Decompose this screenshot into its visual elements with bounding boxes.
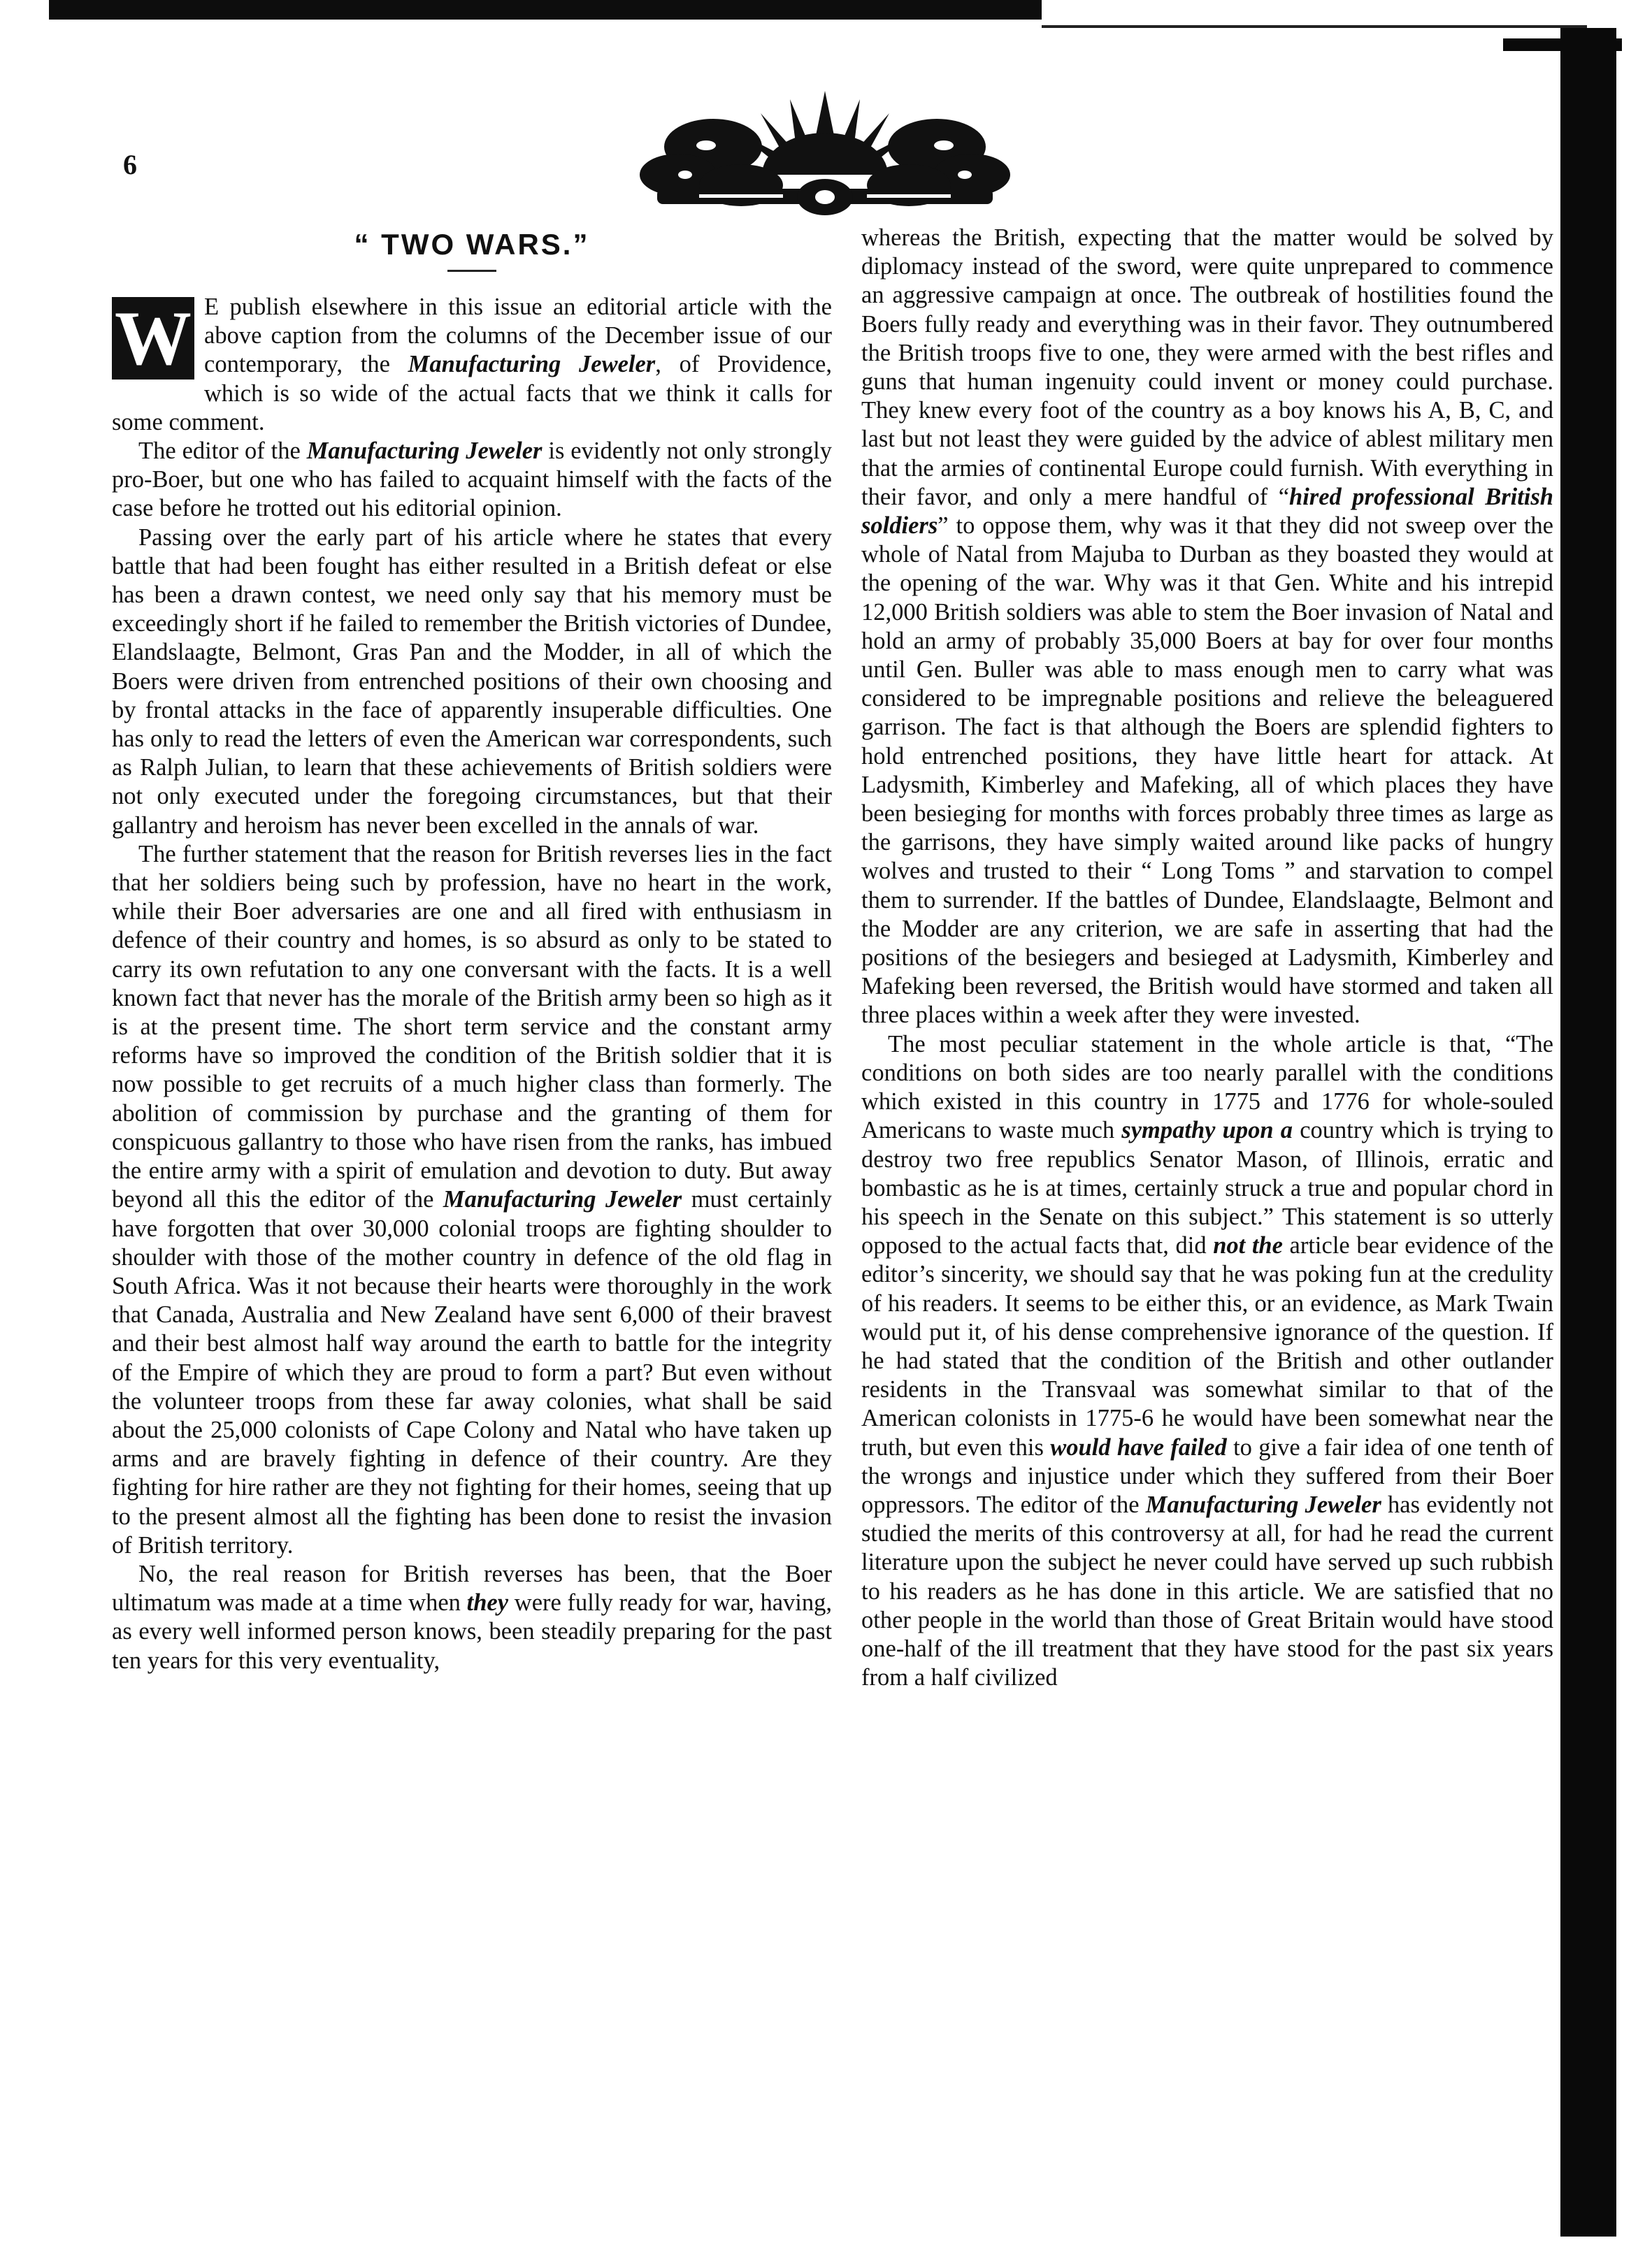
paragraph <box>112 437 832 523</box>
text-run: The further statement that the reason for British reverses lies in the fact that her soldiers being such by profession, have no heart in the work, while their Boer adversaries are one and all fired with enthusiasm in defence of their country and homes, is so absurd as only to be stated to carry its own refutation to any one conversant with the facts. It is a well known fact that never has the morale of the British army been so high as it is at the present time. The short term service and the constant army reforms have so improved the condition of the British soldier that it is now possible to get recruits of a much higher class than formerly. The abolition of commission by purchase and the granting of them for conspicuous gallantry to those who have risen from the ranks, has imbued the entire army with a spirit of emulation and devotion to duty. But away beyond all this the editor of the <box>112 840 832 1213</box>
emphasis: sympathy upon a <box>1121 1117 1293 1144</box>
publication-name: Manufacturing Jeweler <box>1145 1491 1381 1518</box>
text-run: were fully ready for war, having, as every well informed person knows, been steadily preparing for the past ten years for this very eventuality, <box>112 1589 833 1674</box>
paragraph: Passing over the early part of his article where he states that every battle that had been fought has either resulted in a British defeat or else has been a drawn contest, we need only say that his memory must be exceedingly short if he failed to remember the British victories of Dundee, Elandslaagte, Belmont, Gras Pan and the Modder, in all of which the Boers were driven from entrenched positions of their own choosing and by frontal attacks in the face of apparently insuperable difficulties. One has only to read the letters of even the American war correspondents, such as Ralph Julian, to learn that these achievements of British soldiers were not only executed under the foregoing circumstances, but that their gallantry and heroism has never been excelled in the annals of war. <box>112 523 832 839</box>
text-run: E publish elsewhere in this issue an editorial article with the above caption from the columns of the December issue of our contemporary, the <box>204 294 832 378</box>
emphasis: hired professional British soldiers <box>861 483 1553 540</box>
binding-edge <box>1560 28 1616 2237</box>
text-run: No, the real reason for British reverses has been, that the Boer ultimatum was made at a time when <box>112 1560 832 1617</box>
paragraph <box>861 224 1553 1030</box>
text-run: The most peculiar statement in the whole article is that, “The conditions on both sides are too nearly parallel with the conditions which existed in this country in 1775 and 1776 for whole-souled Americans to waste much <box>861 1030 1553 1144</box>
text-run: to give a fair idea of one tenth of the wrongs and injustice under which they suffered from their Boer oppressors. The editor of the <box>861 1433 1554 1518</box>
top-rule-thin <box>1042 25 1587 28</box>
emphasis: would have failed <box>1050 1433 1227 1461</box>
text-run: whereas the British, expecting that the matter would be solved by diplomacy instead of the sword, were quite unprepared to commence an aggressive campaign at once. The outbreak of hostilities found the Boers fully ready and everything was in their favor. They outnumbered the British troops five to one, they were armed with the best rifles and guns that human ingenuity could invent or money could purchase. They knew every foot of the country as a boy knows his A, B, C, and last but not least they were guided by the advice of ablest military men that the armies of continental Europe could furnish. With everything in their favor, and only a mere handful of “ <box>861 224 1553 510</box>
paragraph <box>112 1560 832 1675</box>
emphasis: they <box>466 1589 509 1617</box>
paragraph <box>112 840 832 1560</box>
text-run: , of Providence, which is so wide of the actual facts that we think it calls for some comment. <box>112 351 832 435</box>
text-run: must certainly have forgotten that over 30,000 colonial troops are fighting shoulder to shoulder with those of the mother country in defence of the old flag in South Africa. Was it not because their hearts were thoroughly in the work that Canada, Australia and New Zealand have sent 6,000 of their bravest and their best almost half way around the earth to battle for the integrity of the Empire of which they are proud to form a part? But even without the volunteer troops from these far away colonies, what shall be said about the 25,000 colonists of Cape Colony and Natal who have taken up arms and are bravely fighting in defence of their country. Are they fighting for hire rather are they not fighting for their homes, seeing that up to the present almost all the fighting has been done to resist the invasion of British territory. <box>112 1186 833 1559</box>
publication-name: Manufacturing Jeweler <box>306 438 543 465</box>
article-title: “ TWO WARS.” <box>354 228 590 261</box>
paragraph <box>861 1030 1553 1693</box>
text-run: has evidently not studied the merits of this controversy at all, for had he read the current literature upon the subject he never could have served up such rubbish to his readers as he has done in this article. We are satisfied that no other people in the world than those of Great Britain would have stood one-half of the ill treatment that they have stood for the past six years from a half civilized <box>861 1491 1553 1691</box>
text-run: article bear evidence of the editor’s sincerity, we should say that he was poking fun at the credulity of his readers. It seems to be either this, or an evidence, as Mark Twain would put it, of his dense comprehensive ignorance of the question. If he had stated that the condition of the British and other outlander residents in the Transvaal was somewhat similar to that of the American colonists in 1775-6 he would have been somewhat near the truth, but even this <box>861 1232 1554 1461</box>
left-column <box>112 224 832 1675</box>
emphasis: not the <box>1213 1232 1283 1259</box>
drop-cap: W <box>112 297 194 380</box>
publication-name: Manufacturing Jeweler <box>443 1186 682 1213</box>
title-rule <box>447 270 496 272</box>
right-column <box>861 224 1553 1692</box>
text-run: country which is trying to destroy two free republics Senator Mason, of Illinois, erratic and bombastic as he is at times, certainly struck a true and popular chord in his speech in the Senate on this subject.” This statement is so utterly opposed to the actual facts that, did <box>861 1117 1553 1259</box>
text-run: is evidently not only strongly pro-Boer, but one who has failed to acquaint himself with the facts of the case before he trotted out his editorial opinion. <box>112 438 832 522</box>
text-run: The editor of the <box>138 438 307 465</box>
top-rule <box>49 0 1042 20</box>
paragraph <box>112 293 832 437</box>
page-number: 6 <box>123 149 137 180</box>
text-run: ” to oppose them, why was it that they did not sweep over the whole of Natal from Majuba to Durban as they boasted they would at the opening of the war. Why was it that Gen. White and his intrepid 12,000 British soldiers was able to stem the Boer invasion of Natal and hold an army of probably 35,000 Boers at bay for over four months until Gen. Buller was able to mass enough men to carry what was considered to be impregnable positions and relieve the beleaguered garrison. The fact is that although the Boers are splendid fighters to hold entrenched positions, they have little heart for attack. At Ladysmith, Kimberley and Mafeking, all of which places they have been besieging for months with forces probably three times as large as the garrisons, they have simply waited around like packs of hungry wolves and trusted to their “ Long Toms ” and starvation to compel them to surrender. If the battles of Dundee, Elandslaagte, Belmont and the Modder are any criterion, we are safe in asserting that had the positions of the besiegers and besieged at Ladysmith, Kimberley and Mafeking been reversed, the British would have stormed and taken all three places within a week after they were invested. <box>861 512 1553 1029</box>
sunburst-ornament <box>629 70 1021 217</box>
publication-name: Manufacturing Jeweler <box>408 351 656 378</box>
